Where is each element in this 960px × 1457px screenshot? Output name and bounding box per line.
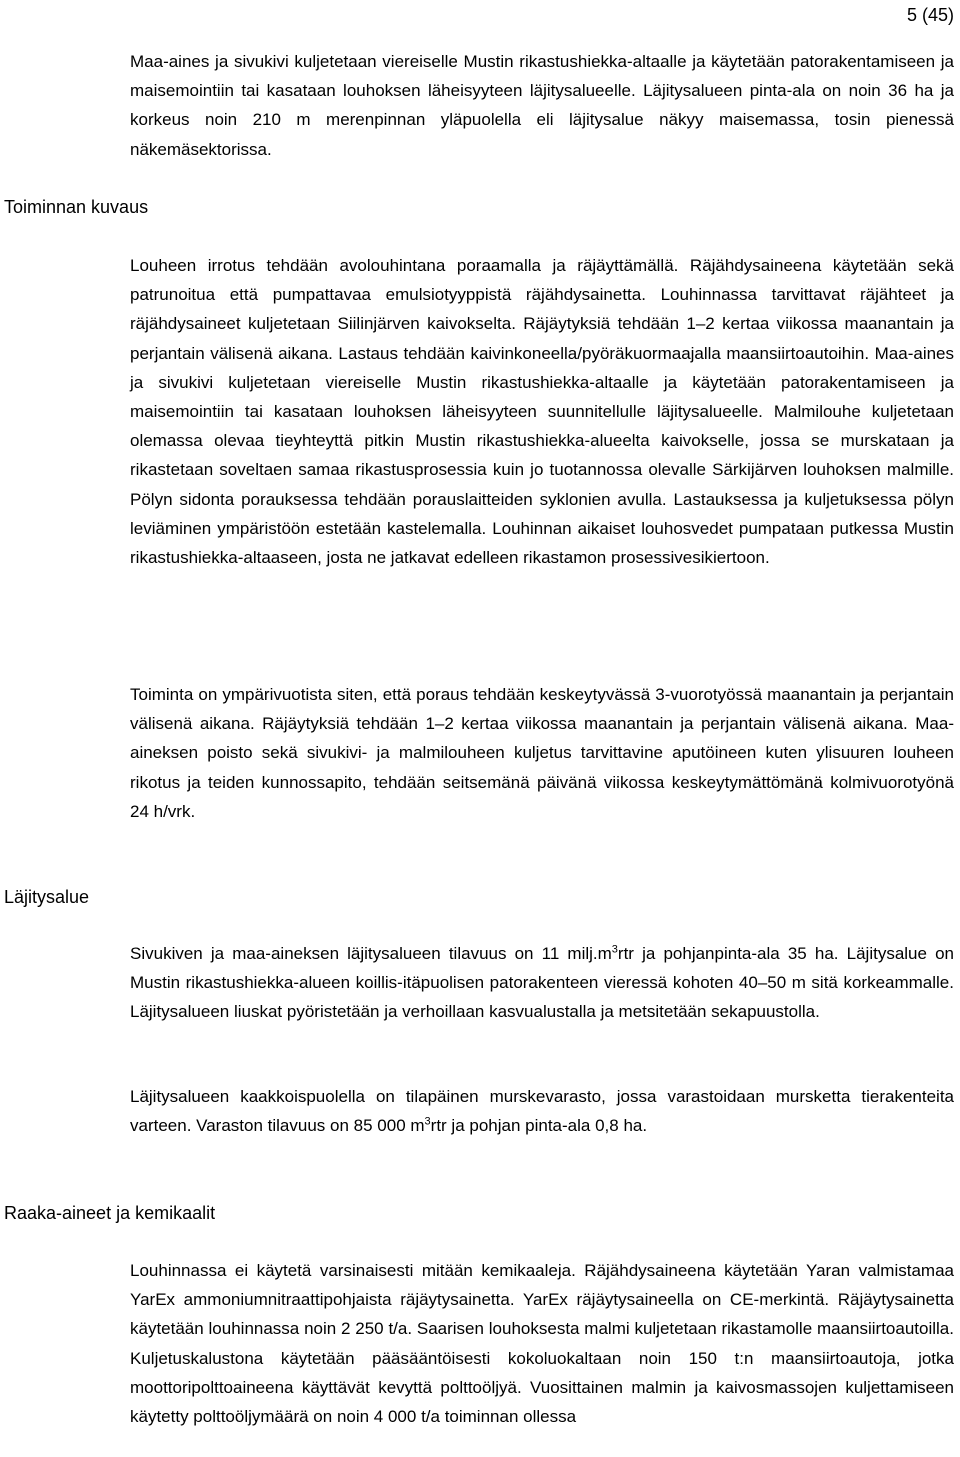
paragraph-lajitysalue-2 bbox=[130, 1082, 954, 1140]
heading-lajitysalue: Läjitysalue bbox=[4, 887, 90, 907]
lajitys-1-text-b: rtr ja pohjanpinta-ala 35 ha. Läjitysalue on Mustin rikastushiekka-alueen koillis-itäpuolisen patorakenteen vieressä kohoten 40–50 m sitä korkeammalle. Läjitysalueen liuskat pyöristetään ja verhoillaan kasvualustalla ja metsitetään sekapuustolla. bbox=[130, 944, 954, 1022]
heading-toiminnan-kuvaus: Toiminnan kuvaus bbox=[4, 197, 149, 217]
paragraph-kemikaalit: Louhinnassa ei käytetä varsinaisesti mitään kemikaaleja. Räjähdysaineena käytetään Yaran valmistamaa YarEx ammoniumnitraattipohjaista räjäytysainetta. YarEx räjäytysaineella on CE-merkintä. Räjäytysainetta käytetään louhinnassa noin 2 250 t/a. Saarisen louhoksesta malmi kuljetetaan rikastamolle maansiirtoautoilla. Kuljetuskalustona käytetään pääsääntöisesti kokoluokaltaan noin 150 t:n maansiirtoautoja, jotka moottoripolttoaineena käyttävät kevyttä polttoöljyä. Vuosittainen malmin ja kaivosmassojen kuljettamiseen käytetty polttoöljymäärä on noin 4 000 t/a toiminnan ollessa bbox=[130, 1261, 954, 1427]
page-number: 5 (45) bbox=[906, 5, 954, 25]
heading-raaka-aineet: Raaka-aineet ja kemikaalit bbox=[4, 1203, 216, 1223]
paragraph-lajitysalue-1 bbox=[130, 939, 954, 1027]
paragraph-intro: Maa-aines ja sivukivi kuljetetaan viereiselle Mustin rikastushiekka-altaalle ja käytetään patorakentamiseen ja maisemointiin tai kasataan louhoksen läheisyyteen läjitysalueelle. Läjitysalueen pinta-ala on noin 36 ha ja korkeus noin 210 m merenpinnan yläpuolella eli läjitysalue näkyy maisemassa, tosin pienessä näkemäsektorissa. bbox=[130, 52, 954, 159]
paragraph-louhinta: Louheen irrotus tehdään avolouhintana poraamalla ja räjäyttämällä. Räjähdysaineena käytetään sekä patrunoitua että pumpattavaa emulsiotyyppistä räjähdysainetta. Louhinnassa tarvittavat räjähteet ja räjähdysaineet kuljetetaan Siilinjärven kaivokselta. Räjäytyksiä tehdään 1–2 kertaa viikossa maanantain ja perjantain välisenä aikana. Lastaus tehdään kaivinkoneella/pyöräkuormaajalla maansiirtoautoihin. Maa-aines ja sivukivi kuljetetaan viereiselle Mustin rikastushiekka-altaalle ja käytetään patorakentamiseen ja maisemointiin tai kasataan louhoksen läheisyyteen suunnitellulle läjitysalueelle. Malmilouhe kuljetetaan olemassa olevaa tieyhteyttä pitkin Mustin rikastushiekka-alueelta kaivokselle, jossa se murskataan ja rikastetaan soveltaen samaa rikastusprosessia kuin jo tuotannossa olevalle Särkijärven louhoksen malmille. Pölyn sidonta porauksessa tehdään porauslaitteiden syklonien avulla. Lastauksessa ja kuljetuksessa pölyn leviäminen ympäristöön estetään kastelemalla. Louhinnan aikaiset louhosvedet pumpataan putkessa Mustin rikastushiekka-altaaseen, josta ne jatkavat edelleen rikastamon prosessivesikiertoon. bbox=[130, 256, 954, 568]
superscript-3: 3 bbox=[424, 1115, 431, 1128]
paragraph-toiminta: Toiminta on ympärivuotista siten, että poraus tehdään keskeytyvässä 3-vuorotyössä maanantain ja perjantain välisenä aikana. Räjäytyksiä tehdään 1–2 kertaa viikossa maanantain ja perjantain välisenä aikana. Maa-aineksen poisto sekä sivukivi- ja malmilouheen kuljetus tarvittavine aputöineen kuten ylisuuren louheen rikotus ja teiden kunnossapito, tehdään seitsemänä päivänä viikossa keskeytymättömänä kolmivuorotyönä 24 h/vrk. bbox=[130, 685, 954, 821]
superscript-3: 3 bbox=[611, 943, 618, 956]
lajitys-1-text-a: Sivukiven ja maa-aineksen läjitysalueen tilavuus on 11 milj.m bbox=[130, 944, 612, 963]
lajitys-2-text-a: Läjitysalueen kaakkoispuolella on tilapäinen murskevarasto, jossa varastoidaan mursketta tierakenteita varteen. Varaston tilavuus on 85 000 m bbox=[130, 1087, 954, 1136]
lajitys-2-text-b: rtr ja pohjan pinta-ala 0,8 ha. bbox=[430, 1116, 648, 1136]
